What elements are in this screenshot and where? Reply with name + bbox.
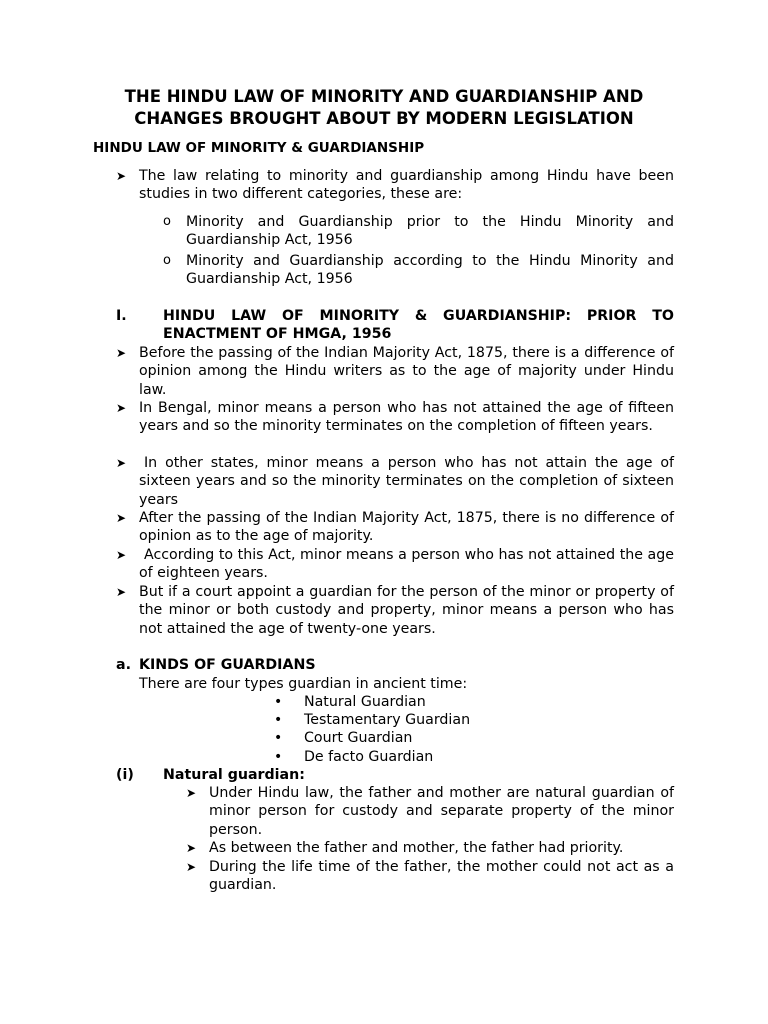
subsection-letter: a. (116, 657, 131, 673)
subsection-heading: KINDS OF GUARDIANS (139, 657, 316, 673)
section-bullet: In Bengal, minor means a person who has not attained the age of fifteen years and so the minority terminates on the completion of fifteen years. (139, 400, 674, 435)
dot-bullet-icon: • (274, 730, 283, 746)
circle-bullet-icon: o (163, 214, 171, 229)
dot-bullet-icon: • (274, 712, 283, 728)
arrow-bullet-icon: ➤ (116, 585, 127, 599)
section-bullet: But if a court appoint a guardian for the person of the minor or property of the minor or both custody and property, minor means a person who has not attained the age of twenty-one years. (139, 584, 674, 637)
arrow-bullet-icon: ➤ (186, 786, 197, 800)
subsection-intro: There are four types guardian in ancient time: (139, 676, 468, 692)
dot-bullet-icon: • (274, 694, 283, 710)
category-item: Minority and Guardianship according to the Hindu Minority and Guardianship Act, 1956 (186, 253, 674, 288)
subsubsection-number: (i) (116, 767, 134, 783)
guardian-type: Testamentary Guardian (304, 712, 471, 728)
section-bullet: Before the passing of the Indian Majority Act, 1875, there is a difference of opinion among the Hindu writers as to the age of majority under Hindu law. (139, 345, 674, 398)
guardian-type: Natural Guardian (304, 694, 426, 710)
section-heading: HINDU LAW OF MINORITY & GUARDIANSHIP: PRIOR TO ENACTMENT OF HMGA, 1956 (163, 308, 674, 343)
section-number: I. (116, 308, 127, 324)
document-title: THE HINDU LAW OF MINORITY AND GUARDIANSHIP AND CHANGES BROUGHT ABOUT BY MODERN LEGISLATION (124, 87, 644, 128)
section-bullet: According to this Act, minor means a person who has not attained the age of eighteen years. (139, 547, 674, 582)
arrow-bullet-icon: ➤ (116, 456, 127, 470)
natural-guardian-bullet: Under Hindu law, the father and mother are natural guardian of minor person for custody and separate property of the minor person. (209, 785, 674, 838)
arrow-bullet-icon: ➤ (116, 548, 127, 562)
intro-bullet-text: The law relating to minority and guardianship among Hindu have been studies in two different categories, these are: (139, 168, 674, 203)
arrow-bullet-icon: ➤ (116, 511, 127, 525)
category-item: Minority and Guardianship prior to the Hindu Minority and Guardianship Act, 1956 (186, 214, 674, 249)
section-subtitle: HINDU LAW OF MINORITY & GUARDIANSHIP (93, 140, 425, 156)
dot-bullet-icon: • (274, 749, 283, 765)
guardian-type: Court Guardian (304, 730, 413, 746)
section-bullet: In other states, minor means a person who has not attain the age of sixteen years and so the minority terminates on the completion of sixteen years (139, 455, 674, 508)
arrow-bullet-icon: ➤ (116, 401, 127, 415)
circle-bullet-icon: o (163, 253, 171, 268)
arrow-bullet-icon: ➤ (186, 860, 197, 874)
subsubsection-heading: Natural guardian: (163, 767, 305, 783)
arrow-bullet-icon: ➤ (116, 169, 127, 183)
section-bullet: After the passing of the Indian Majority Act, 1875, there is no difference of opinion as to the age of majority. (139, 510, 674, 545)
guardian-type: De facto Guardian (304, 749, 434, 765)
arrow-bullet-icon: ➤ (186, 841, 197, 855)
natural-guardian-bullet: As between the father and mother, the father had priority. (209, 840, 624, 856)
natural-guardian-bullet: During the life time of the father, the mother could not act as a guardian. (209, 859, 674, 894)
arrow-bullet-icon: ➤ (116, 346, 127, 360)
